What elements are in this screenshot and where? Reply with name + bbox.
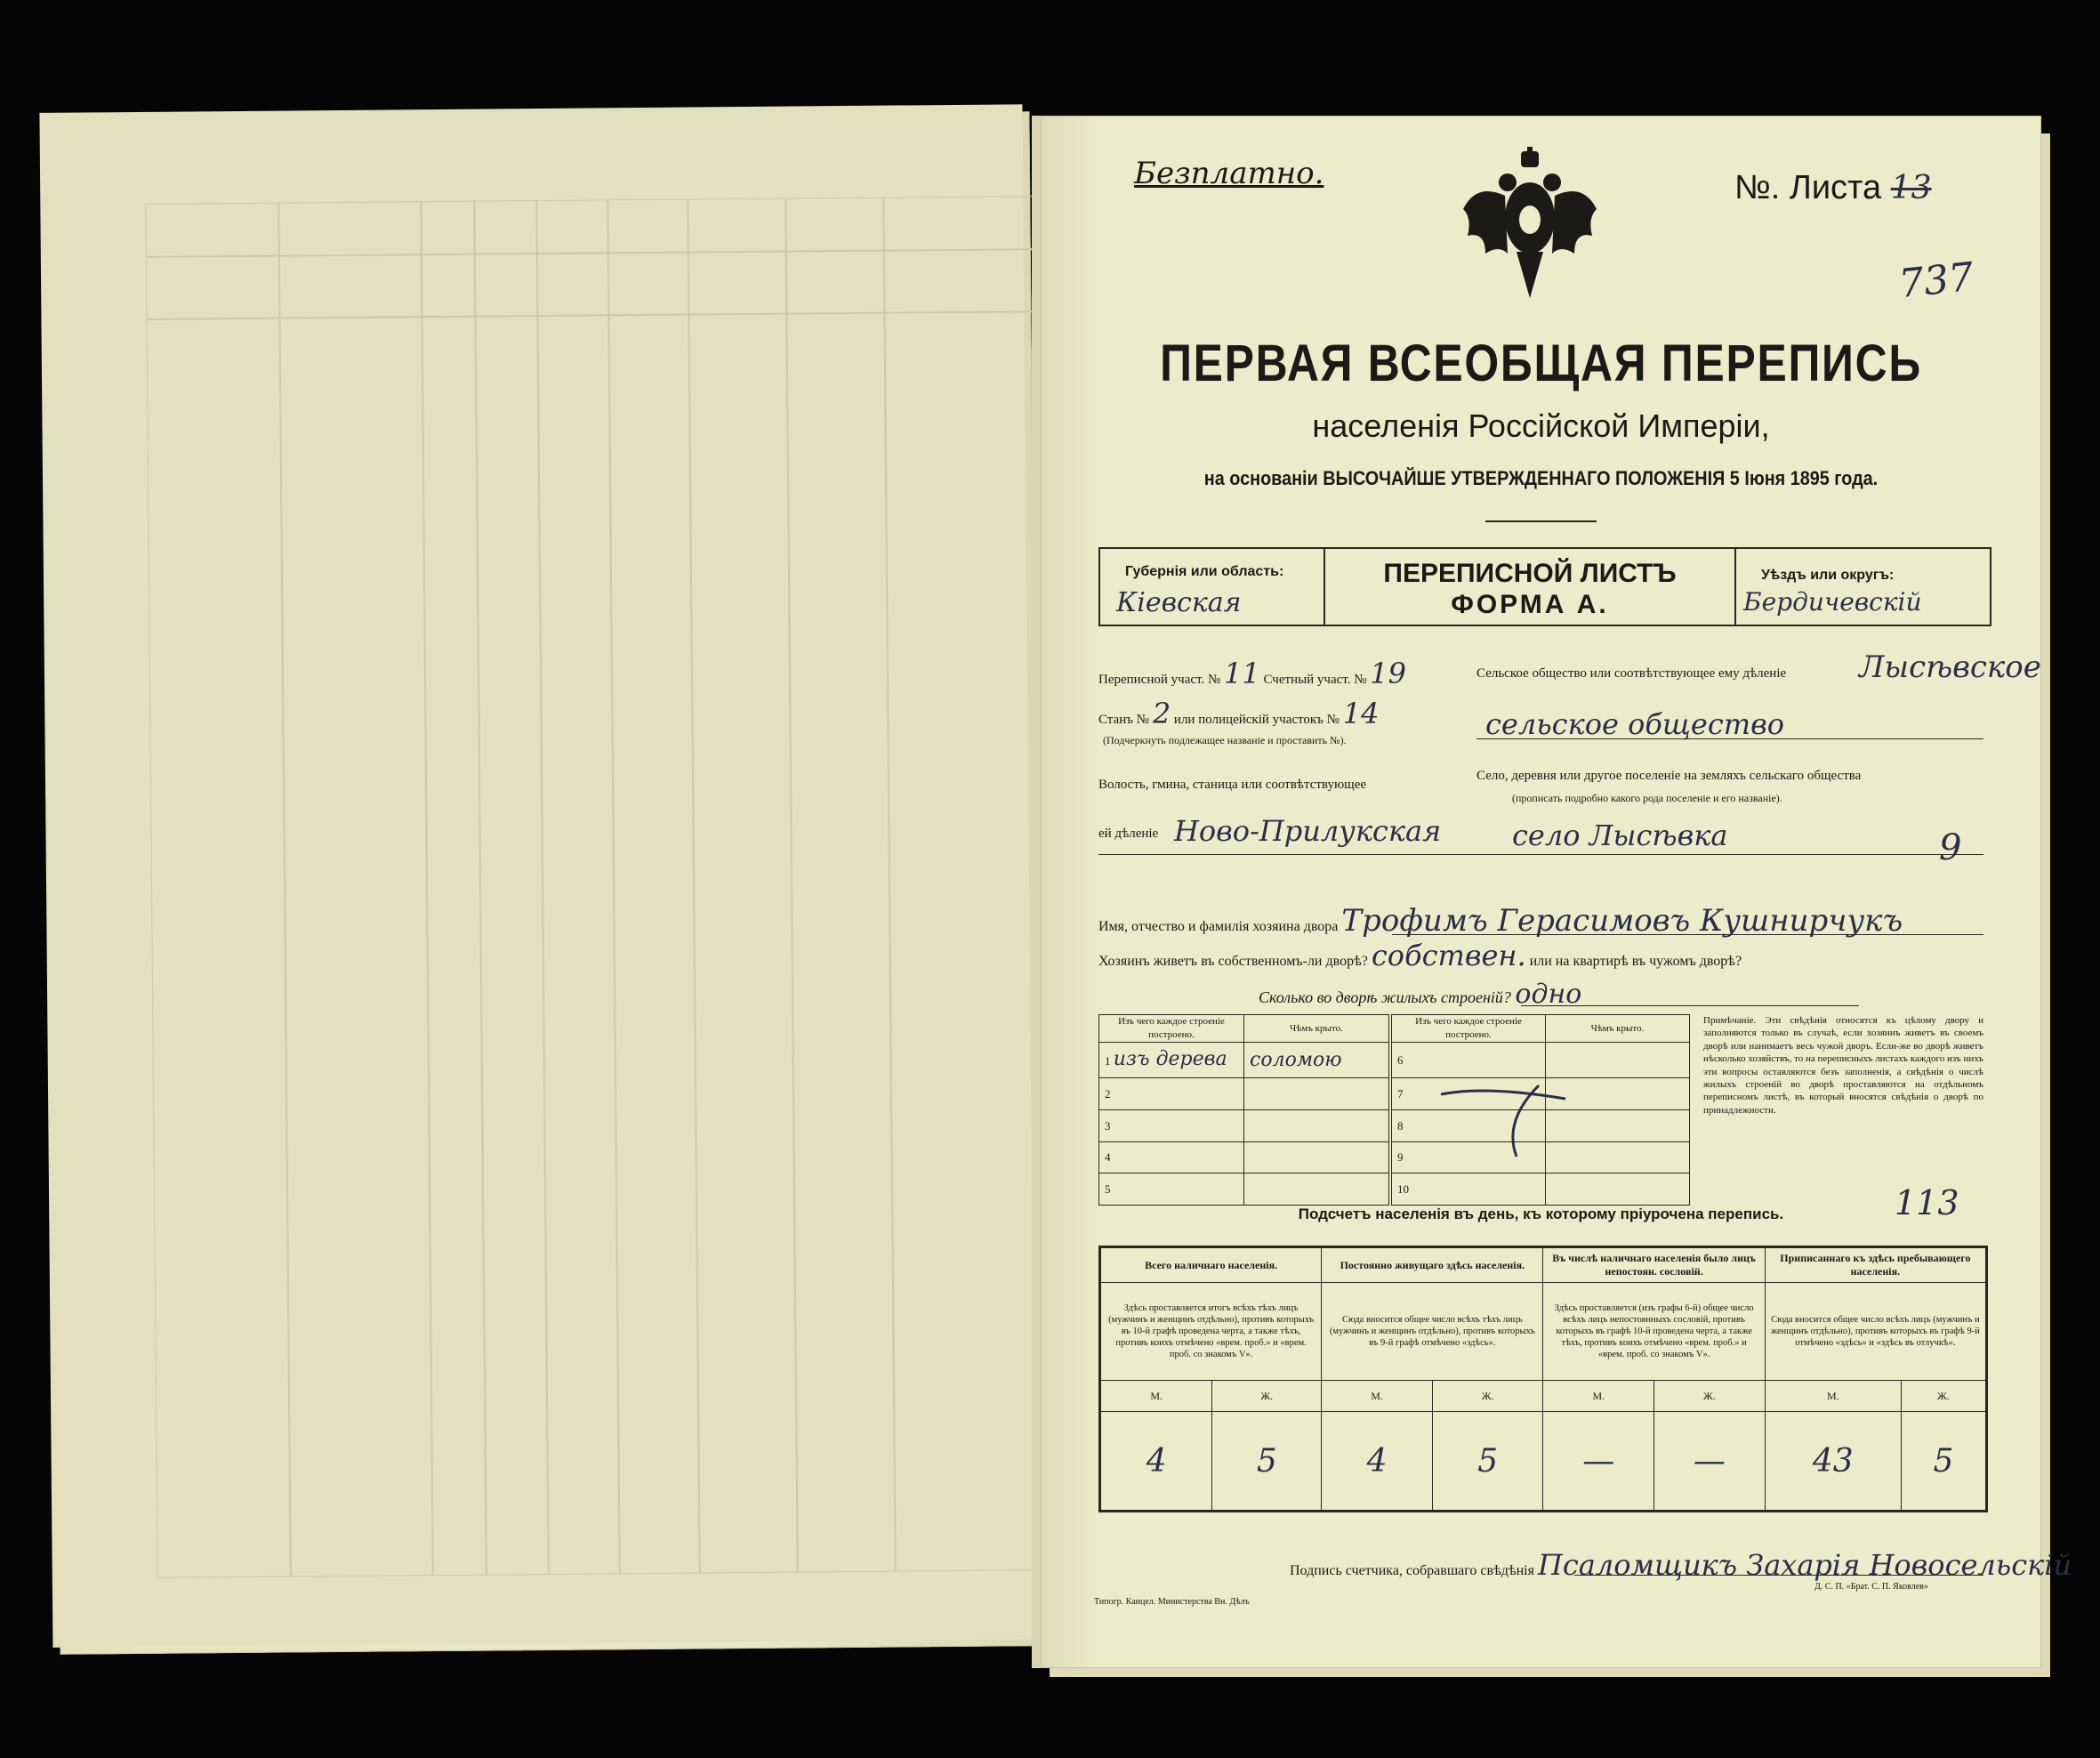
summary-value: — (1543, 1412, 1654, 1512)
summary-title: Подсчетъ населенія въ день, къ которому пріурочена перепись. (1298, 1206, 1784, 1222)
village-note: (прописать подробно какого рода поселеніе и его названіе). (1512, 792, 1782, 804)
volost-label-2: ей дѣленіе (1098, 827, 1159, 841)
owner-field: Имя, отчество и фамилія хозяина двора Трофимъ Герасимовъ Кушнирчукъ (1098, 903, 1903, 939)
crossed-out-mark (1432, 1059, 1583, 1165)
summary-value: 4 (1100, 1412, 1212, 1512)
volost-value: Ново-Прилукская (1174, 814, 1442, 848)
village-mark: 9 (1939, 827, 1962, 868)
society-value: Лысѣвское (1859, 649, 2041, 685)
form-title: ПЕРЕПИСНОЙ ЛИСТЪ (1383, 559, 1677, 588)
summary-handwritten-number: 113 (1895, 1183, 1959, 1222)
summary-value: 43 (1765, 1412, 1901, 1512)
buildings-field: Сколько во дворѣ жилыхъ строеній? одно (1259, 979, 1582, 1010)
printer-imprint-right: Д. С. П. «Брат. С. П. Яковлев» (1814, 1582, 1928, 1592)
summary-value: — (1654, 1412, 1766, 1512)
population-summary-table: Всего наличнаго населенія. Постоянно живущаго здѣсь населенія. Въ числѣ наличнаго населенія было лицъ непостоян. сословій. Приписаннаго къ здѣсь пребывающего населенія. Здѣсь проставляется итогъ всѣхъ тѣхъ лицъ (мужчинъ и женщинъ отдѣльно), противъ которыхъ въ 10-й графѣ проведена черта, а также тѣхъ, противъ коихъ отмѣчено «врем. проб.» и «врем. проб. со знакомъ V». Сюда вносится общее число всѣхъ тѣхъ лицъ (мужчинъ и женщинъ отдѣльно), противъ которыхъ въ 9-й графѣ отмѣчено «здѣсь». Здѣсь проставляется (изъ графы 6-й) общее число всѣхъ лицъ непостоянныхъ сословій, противъ которыхъ въ графѣ 10-й проведена черта, а также тѣхъ, противъ коихъ отмѣчено «врем. проб.» и «врем. проб. со знакомъ V». Сюда вносится общее число всѣхъ лицъ (мужчинъ и женщинъ отдѣльно), противъ которыхъ въ графѣ 9-й отмѣчено «здѣсь» и «здѣсь въ отлучкѣ». М. Ж. М. Ж. М. Ж. М. Ж. 4 5 4 5 — — 43 5 (1098, 1246, 1988, 1512)
village-value: село Лысѣвка (1512, 819, 1728, 852)
society-label: Сельское общество или соотвѣтствующее ему дѣленіе (1476, 666, 1787, 681)
census-form-page (1041, 116, 2072, 1668)
summary-value: 5 (1901, 1412, 1986, 1512)
free-label: Безплатно. (1134, 156, 1324, 191)
province-value: Кіевская (1116, 587, 1242, 618)
left-page (46, 111, 1042, 1655)
sheet-number-value: 13 (1890, 170, 1932, 206)
census-title: ПЕРВАЯ ВСЕОБЩАЯ ПЕРЕПИСЬ (1160, 335, 1922, 392)
province-label: Губернія или область: (1125, 564, 1284, 579)
sheet-number-label: №. Листа (1734, 169, 1882, 206)
district-label: Уѣздъ или округъ: (1761, 568, 1895, 583)
buildings-table: Изъ чего каждое строеніе построено. Чѣмъ крыто. Изъ чего каждое строеніе построено. Чѣмъ крыто. 1 изъ дерева соломою 6 2 7 3 8 4 9 5 10 (1098, 1014, 1690, 1206)
double-eagle-emblem-icon (1459, 147, 1601, 302)
village-label: Село, деревня или другое поселеніе на земляхъ сельскаго общества (1476, 769, 1862, 783)
census-subtitle: населенія Россійской Имперіи, (1312, 407, 1770, 444)
summary-value: 5 (1432, 1412, 1543, 1512)
ornament-divider (1485, 520, 1597, 522)
sheet-number (1734, 169, 1932, 207)
faded-table-grid (145, 196, 1046, 1578)
archive-stamp-number: 737 (1896, 254, 1976, 308)
volost-label: Волость, гмина, станица или соотвѣтствующее (1098, 778, 1367, 792)
stan-field: Станъ № 2 или полицейскій участокъ № 14 (1098, 697, 1380, 730)
signature-field: Подпись счетчика, собравшаго свѣдѣнія Псаломщикъ Захарія Новосельскій (1290, 1548, 2072, 1582)
census-basis: на основаніи ВЫСОЧАЙШЕ УТВЕРЖДЕННАГО ПОЛОЖЕНІЯ 5 Іюня 1895 года. (1203, 467, 1879, 489)
form-subtitle: ФОРМА А. (1451, 590, 1609, 619)
summary-value: 4 (1322, 1412, 1433, 1512)
district-value: Бердичевскій (1743, 587, 1922, 617)
census-section-field: Переписной участ. № 11 Счетный участ. № 19 (1098, 657, 1406, 690)
lives-field: Хозяинъ живетъ въ собственномъ-ли дворѣ? собствен. или на квартирѣ въ чужомъ дворѣ? (1098, 939, 1742, 972)
printer-imprint: Типогр. Канцел. Министерства Вн. Дѣлъ (1094, 1597, 1250, 1607)
summary-value: 5 (1212, 1412, 1322, 1512)
note-text: Примѣчаніе. Эти свѣдѣнія относятся къ цѣлому двору и заполняются только въ случаѣ, если хозяинъ живетъ въ своемъ дворѣ или нанимаетъ весь чужой дворъ. Если-же во дворѣ живетъ нѣсколько хозяйствъ, то на переписныхъ листахъ каждого изъ нихъ эти вопросы оставляются безъ заполненія, а свѣдѣнія о числѣ жилыхъ строеній во дворѣ проставляются на отдѣльномъ переписномъ листѣ, въ который вносятся свѣдѣнія о дворѣ по принадлежности. (1703, 1015, 1983, 1116)
society-value-2: сельское общество (1485, 707, 1784, 741)
stan-note: (Подчеркнуть подлежащее названіе и проставить №). (1103, 734, 1347, 746)
